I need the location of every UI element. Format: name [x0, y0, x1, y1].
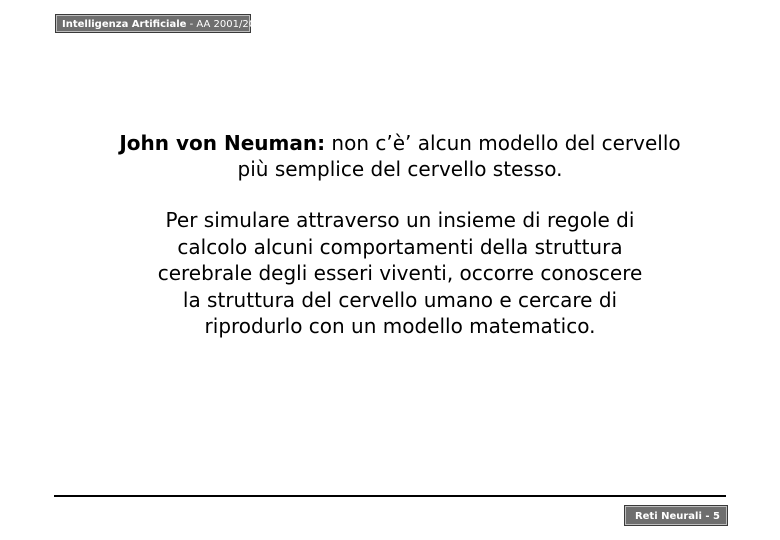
body-line: riprodurlo con un modello matematico.	[204, 314, 596, 338]
body-line: la struttura del cervello umano e cercare di	[182, 287, 618, 312]
quote-author: John von Neuman:	[119, 131, 326, 155]
body-paragraph	[110, 207, 690, 340]
section-page-label: Reti Neurali - 5	[634, 511, 720, 522]
academic-year: AA 2001/2002	[196, 19, 268, 30]
page-number-badge	[624, 505, 728, 526]
body-line: cerebrale degli esseri viventi, occorre conoscere	[157, 261, 643, 285]
course-header-badge	[55, 14, 268, 33]
footer-divider	[54, 495, 726, 497]
course-name: Intelligenza Artificiale	[62, 19, 187, 30]
von-neumann-quote	[60, 130, 740, 182]
body-line: Per simulare attraverso un insieme di regole di	[165, 208, 635, 232]
quote-text-line1: non c’è’ alcun modello del cervello	[325, 131, 681, 155]
quote-text-line2: più semplice del cervello stesso.	[237, 157, 563, 181]
body-line: calcolo alcuni comportamenti della struttura	[177, 234, 623, 259]
header-separator: -	[186, 19, 197, 30]
